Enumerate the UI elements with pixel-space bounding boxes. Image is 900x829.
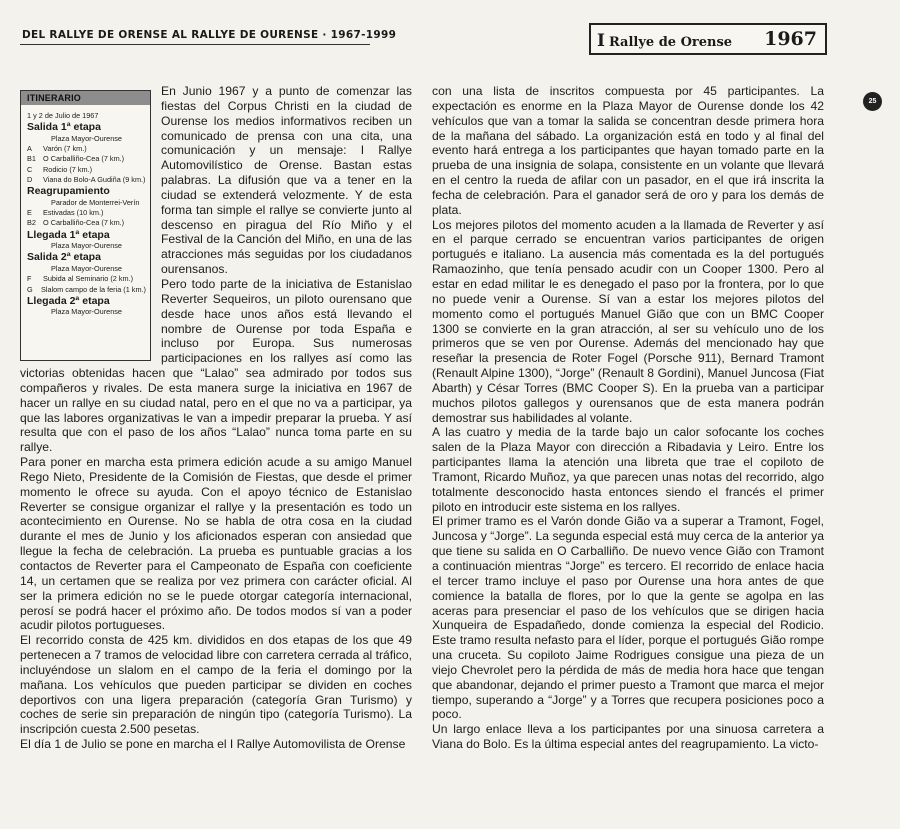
itinerary-row: Plaza Mayor-Ourense <box>51 263 122 273</box>
itinerary-stage-code: F <box>27 274 32 284</box>
paragraph: El primer tramo es el Varón donde Gião va a superar a Tramont, Fogel, Juncosa y “Jorge”. La segunda especial está muy cerca de la anterior ya que tiene su salida en O Carballiño. De nuevo vence Gião con Tramont a continuación mientras “Jorge” es tercero. El recorrido de enlace hacia el tercer tramo incluye el paso por Ourense una hora antes de que comience la batalla de flores, por lo que la gente se agolpa en las aceras para presenciar el paso de los vehículos que se dirigen hacia Xunqueira de Espadañedo, donde comienza la especial del Rodicio. Este tramo resulta nefasto para el líder, porque el portugués Gião rompe una cruceta. Su copiloto Jaime Rodrigues consigue una pieza de un viejo Chevrolet pero la pérdida de más de media hora hace que tengan que abandonar, dejando el primer puesto a Tramont que marca el mejor tiempo, superando a “Jorge” y a Torres que recupera posiciones poco a poco. <box>432 514 824 722</box>
paragraph: Pero todo parte de la iniciativa de Estanislao Reverter Sequeiros, un piloto ourensano que desde hace unos años está llevando el nombre de Ourense por toda España e incluso por Europa. Sus numerosas participaciones en los rallyes así como las victorias obtenidas hacen que “Lalao” sea admirado por todos sus compañeros y rivales. De esta manera surge la iniciativa en 1967 de hacer un rallye en su ciudad natal, pero en el que no va a participar, ya que las labores organizativas le van a impedir preparar la prueba. Y así resulta que con el paso de los años “Lalao” nunca toma parte en su rallye. <box>20 276 412 455</box>
itinerary-row: 1 y 2 de Julio de 1967 <box>27 111 99 120</box>
itinerary-stage: Llegada 2ª etapa <box>27 294 110 307</box>
paragraph: El día 1 de Julio se pone en marcha el I Rallye Automovilista de Orense <box>20 737 406 752</box>
section-title-box <box>589 23 827 55</box>
itinerary-stage: Salida 1ª etapa <box>27 121 101 134</box>
itinerary-stage-code: D <box>27 174 33 184</box>
itinerary-row: Parador de Monterrei-Verín <box>51 197 140 207</box>
paragraph: con una lista de inscritos compuesta por 45 participantes. La expectación es enorme en la Plaza Mayor de Ourense donde los 42 vehículos que van a tomar la salida se concentran desde primera hora de la mañana del sábado. La organización está en todo y al final del evento hará entrega a los participantes que hayan tomado parte en la prueba de una insignia de solapa, consistente en un volante que llevará en el centro la rueda de afilar con un pasador, en el que irá inscrita la fecha de celebración. Para el ganador será de oro y para los demás de plata. <box>432 84 824 217</box>
itinerary-stage-name: O Carballiño-Cea (7 km.) <box>43 218 125 228</box>
itinerary-stage-name: Varón (7 km.) <box>43 144 87 154</box>
itinerary-stage: Llegada 1ª etapa <box>27 228 110 241</box>
itinerary-stage-code: B1 <box>27 154 36 164</box>
section-year: 1967 <box>764 28 817 50</box>
section-title-name: Rallye de Orense <box>608 35 733 50</box>
itinerary-stage-name: Slalom campo de la feria (1 km.) <box>40 284 146 294</box>
itinerary-stage: Reagrupamiento <box>27 185 110 198</box>
itinerary-row: Plaza Mayor-Ourense <box>51 133 122 143</box>
itinerary-stage-name: Rodicio (7 km.) <box>43 164 93 174</box>
paragraph: En Junio 1967 y a punto de comenzar las fiestas del Corpus Christi en la ciudad de Ourense los medios informativos reciben un comunicado de prensa con una cita, una comunicación y un mensaje: I Rallye Automovilístico de Orense. Bastan estas palabras. La difusión que va a tener en la ciudad se extenderá velozmente. Y de esta forma tan simple el rallye se convierte junto al descenso en piragua del Río Miño y el Festival de la Canción del Miño, en una de las atracciones más seguidas por los ciudadanos ourensanos. <box>161 84 412 277</box>
itinerary-row: Plaza Mayor-Ourense <box>51 241 122 251</box>
itinerary-row: Plaza Mayor-Ourense <box>51 307 122 317</box>
section-roman-numeral: I <box>597 31 605 51</box>
itinerary-stage-name: O Carballiño-Cea (7 km.) <box>43 154 125 164</box>
paragraph: A las cuatro y media de la tarde bajo un calor sofocante los coches salen de la Plaza Mayor con dirección a Ribadavia y Leiro. Entre los participantes llama la atención una libreta que trae el copiloto de Tramont, Ricardo Muñoz, ya que parecen unas notas del recorrido, algo totalmente desconocido hasta entonces siendo el francés el primer piloto en introducir este sistema en los rallyes. <box>432 425 824 514</box>
page-number-badge: 25 <box>863 92 882 111</box>
paragraph: Los mejores pilotos del momento acuden a la llamada de Reverter y así en el parque cerrado se encuentran varios participantes de origen portugués e italiano. La ausencia más comentada es la del portugués Ramaozinho, que tenía pensado acudir con un Cooper 1300. Pero al estar en edad militar le es denegado el paso por la frontera, por lo que no puede venir a Ourense. Sí van a estar los mejores pilotos del momento como el portugués Manuel Gião que con un BMC Cooper 1300 se convierte en la gran atracción, al ser su vehículo uno de los primeros que se ven por Ourense. Además del mencionado hay que reseñar la presencia de Roter Fogel (Porsche 911), Bernard Tramont (Renault Alpine 1300), “Jorge” (Renault 8 Gordini), Manuel Juncosa (Fiat Abarth) y César Torres (BMC Cooper S). En la prueba van a participar muchos pilotos gallegos y ourensanos que de esta manera podrán demostrar sus habilidades al volante. <box>432 217 824 425</box>
paragraph: Para poner en marcha esta primera edición acude a su amigo Manuel Rego Nieto, Presidente de la Comisión de Fiestas, que desde el primer momento le ofrece su ayuda. Con el apoyo técnico de Estanislao Reverter se consigue organizar el rallye y la presentación es todo un acontecimiento en Ourense. No se habla de otra cosa en la ciudad durante el mes de Junio y los aficionados esperan con ansiedad que llegue la fecha de celebración. La prueba es puntuable gracias a los contactos de Reverter para el Campeonato de España con coeficiente 14, un certamen que se realiza por vez primera con carácter oficial. Al ser la primera edición no se le puede otorgar categoría internacional, perosí se podrá hacer el próximo año. De todos modos sí van a poder acudir pilotos portugueses. <box>20 455 412 633</box>
itinerary-stage-code: A <box>27 144 32 154</box>
itinerary-title: ITINERARIO <box>21 91 150 105</box>
itinerary-stage-name: Estivadas (10 km.) <box>43 208 104 218</box>
itinerary-stage-code: G <box>27 284 33 294</box>
itinerary-stage: Salida 2ª etapa <box>27 251 101 264</box>
header-rule <box>20 44 370 45</box>
itinerary-stage-name: Viana do Bolo-A Gudiña (9 km.) <box>43 174 146 184</box>
itinerary-stage-code: B2 <box>27 218 36 228</box>
itinerary-wrap-space <box>20 84 161 362</box>
paragraph: Un largo enlace lleva a los participantes por una sinuosa carretera a Viana do Bolo. Es la última especial antes del reagrupamiento. La victo- <box>432 722 824 752</box>
text-column-right <box>432 84 824 752</box>
running-head: DEL RALLYE DE ORENSE AL RALLYE DE OURENSE · 1967-1999 <box>22 29 397 41</box>
itinerary-stage-code: C <box>27 164 33 174</box>
itinerary-stage-name: Subida al Seminario (2 km.) <box>43 274 134 284</box>
section-title <box>597 31 732 51</box>
itinerary-stage-code: E <box>27 208 32 218</box>
paragraph: El recorrido consta de 425 km. divididos en dos etapas de los que 49 pertenecen a 7 tramos de velocidad libre con carretera cerrada al tráfico, incluyéndose un slalom en el campo de la feria el domingo por la mañana. Los vehículos que pueden participar se dividen en coches deportivos con una ligera preparación (categoría Gran Turismo) y coches de serie sin preparación de ningún tipo (categoría Turismo). La inscripción cuesta 2.500 pesetas. <box>20 633 412 737</box>
text-column-left <box>20 84 412 752</box>
